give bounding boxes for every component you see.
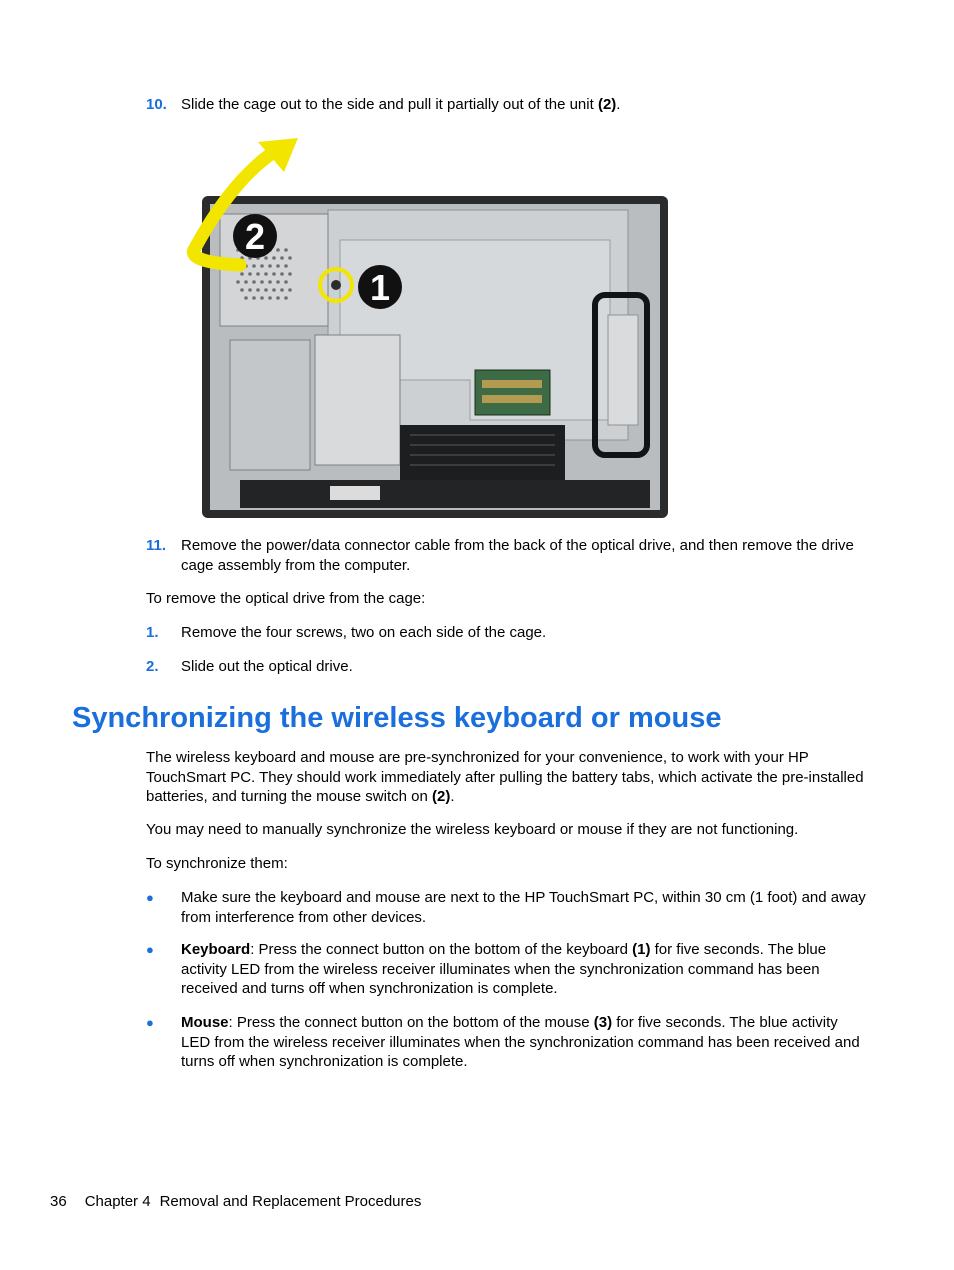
page-footer	[50, 1192, 439, 1212]
paragraph-end: .	[450, 788, 455, 805]
memory-module	[475, 370, 550, 415]
bullet-text	[181, 940, 866, 999]
speaker-label	[330, 486, 380, 500]
step-text: Slide out the optical drive.	[181, 658, 353, 675]
bullet-text-part: : Press the connect button on the bottom of the keyboard	[250, 941, 633, 958]
lower-bay	[230, 340, 310, 470]
disassembly-photo	[180, 130, 675, 522]
step-text: Remove the power/data connector cable from the back of the optical drive, and then remove the drive cage assembly from the computer.	[181, 537, 854, 574]
bullet-text: Make sure the keyboard and mouse are next to the HP TouchSmart PC, within 30 cm (1 foot) and away from interference from other devices.	[181, 889, 866, 926]
footer-chapter: Chapter 4	[84, 1193, 151, 1210]
bullet-bold: Keyboard	[181, 941, 251, 958]
bullet-text-part: : Press the connect button on the bottom of the mouse	[228, 1014, 594, 1031]
bullet-bold-2: (3)	[593, 1014, 613, 1031]
paragraph-bold: (2)	[432, 788, 451, 805]
vent-cover	[400, 425, 565, 480]
step-text-end: .	[616, 96, 621, 113]
paragraph-2: You may need to manually synchronize the wireless keyboard or mouse if they are not functioning.	[146, 821, 799, 838]
bullet-text-part-2: for five seconds. The blue activity LED from the wireless receiver illuminates when the synchronization command has been received and turns off when synchronization is complete.	[181, 1014, 860, 1070]
paragraph-1	[146, 748, 866, 807]
drive-bay	[315, 335, 400, 465]
paragraph-3: To synchronize them:	[146, 855, 288, 872]
bullet-icon: ●	[146, 1015, 154, 1030]
step-text-part: Slide the cage out to the side and pull it partially out of the unit	[181, 96, 598, 113]
step-bold: (2)	[597, 96, 617, 113]
step-number: 11.	[146, 537, 167, 554]
footer-title: Removal and Replacement Procedures	[159, 1193, 422, 1210]
step-text	[181, 95, 866, 115]
memory-chip-row	[482, 380, 542, 388]
bullet-text	[181, 1013, 866, 1072]
step-text: Remove the four screws, two on each side of the cage.	[181, 624, 547, 641]
bullet-icon: ●	[146, 942, 154, 957]
computer-back-figure	[180, 130, 675, 522]
callout-1-label: 1	[369, 267, 391, 308]
bullet-icon: ●	[146, 890, 154, 905]
step-number: 2.	[146, 658, 159, 675]
speaker-bar	[240, 480, 650, 508]
intro-paragraph: To remove the optical drive from the cage:	[146, 590, 426, 607]
bullet-text-part-2: for five seconds. The blue activity LED from the wireless receiver illuminates when the synchronization command has been received and turns off when synchronization is complete.	[181, 941, 827, 997]
step-number: 1.	[146, 624, 159, 641]
screw	[331, 280, 341, 290]
paragraph-text: The wireless keyboard and mouse are pre-synchronized for your convenience, to work with your HP TouchSmart PC. They should work immediately after pulling the battery tabs, which activate the pre-installed batteries, and turning the mouse switch on	[146, 749, 864, 805]
callout-2-label: 2	[244, 216, 266, 257]
memory-chip-row-2	[482, 395, 542, 403]
bullet-bold-2: (1)	[632, 941, 651, 958]
bullet-bold: Mouse	[181, 1014, 229, 1031]
step-number: 10.	[146, 96, 167, 113]
page-number: 36	[50, 1193, 67, 1210]
side-board	[608, 315, 638, 425]
section-heading: Synchronizing the wireless keyboard or mouse	[72, 702, 722, 734]
